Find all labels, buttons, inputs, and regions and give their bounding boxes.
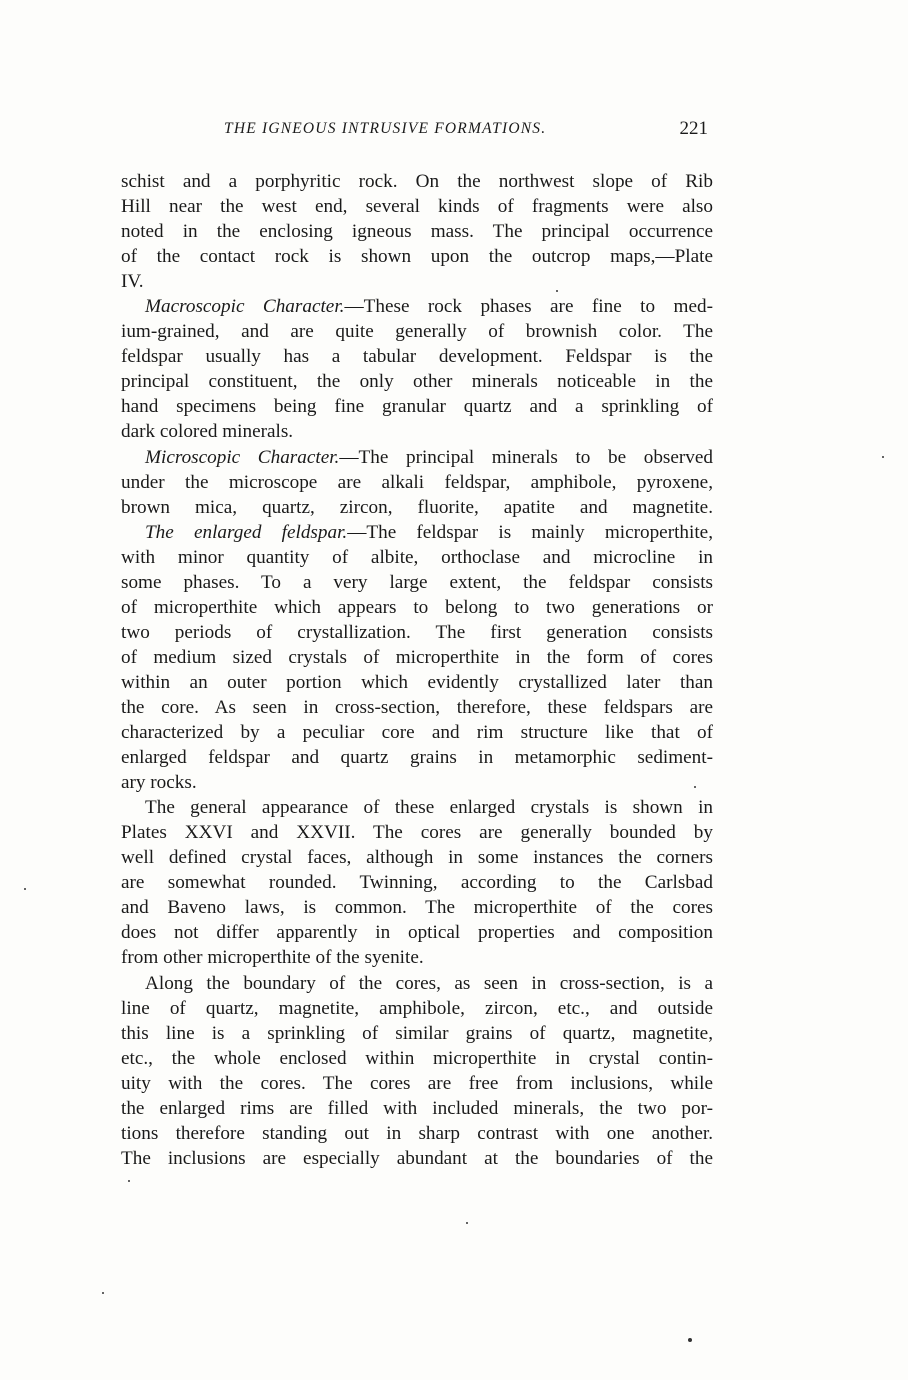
paragraph-enlarged-feldspar: [121, 520, 713, 796]
text-line: hand specimens being fine granular quartz and a sprinkling of: [121, 396, 713, 418]
text-line: are somewhat rounded. Twinning, according to the Carlsbad: [121, 872, 713, 894]
text-line: principal constituent, the only other minerals noticeable in the: [121, 371, 713, 393]
text-line: noted in the enclosing igneous mass. The principal occurrence: [121, 221, 713, 243]
text-line: uity with the cores. The cores are free from inclusions, while: [121, 1072, 713, 1094]
text-line: The general appearance of these enlarged crystals is shown in: [145, 797, 713, 819]
text-line: of microperthite which appears to belong to two generations or: [121, 596, 713, 618]
text-run: —The feldspar is mainly microperthite,: [347, 521, 713, 543]
text-line: etc., the whole enclosed within microperthite in crystal contin-: [121, 1047, 713, 1069]
text-line: this line is a sprinkling of similar grains of quartz, magnetite,: [121, 1022, 713, 1044]
text-line: tions therefore standing out in sharp contrast with one another.: [121, 1122, 713, 1144]
text-line: of medium sized crystals of microperthite in the form of cores: [121, 646, 713, 668]
scan-speck: [688, 1338, 692, 1342]
text-line: ary rocks.: [121, 772, 197, 794]
section-heading-macroscopic: Macroscopic Character.: [145, 296, 345, 318]
text-line: feldspar usually has a tabular development. Feldspar is the: [121, 346, 713, 368]
text-line: of the contact rock is shown upon the outcrop maps,—Plate: [121, 246, 713, 268]
text-run: —The principal minerals to be observed: [339, 446, 713, 468]
text-line: from other microperthite of the syenite.: [121, 947, 424, 969]
paragraph-contact-rock: [121, 169, 713, 294]
section-heading-enlarged-feldspar: The enlarged feldspar.: [145, 521, 348, 543]
scan-speck: [24, 888, 26, 890]
section-heading-microscopic: Microscopic Character.: [145, 446, 340, 468]
text-line: dark colored minerals.: [121, 421, 294, 443]
text-line: ium-grained, and are quite generally of brownish color. The: [121, 321, 713, 343]
running-head: [120, 118, 712, 142]
text-line: The inclusions are especially abundant at the boundaries of the: [121, 1147, 713, 1169]
body-text: [121, 169, 713, 1171]
scan-speck: [556, 290, 558, 292]
text-line: with minor quantity of albite, orthoclase and microcline in: [121, 546, 713, 568]
text-line: some phases. To a very large extent, the feldspar consists: [121, 571, 713, 593]
scan-speck: [128, 1180, 130, 1182]
paragraph-macroscopic-character: [121, 294, 713, 444]
text-line: does not differ apparently in optical properties and composition: [121, 922, 713, 944]
paragraph-microscopic-character: [121, 445, 713, 520]
text-run: —These rock phases are fine to med-: [344, 296, 713, 318]
text-line: IV.: [121, 271, 144, 293]
text-line: enlarged feldspar and quartz grains in metamorphic sediment-: [121, 747, 713, 769]
text-line: Plates XXVI and XXVII. The cores are generally bounded by: [121, 822, 713, 844]
text-line: and Baveno laws, is common. The microperthite of the cores: [121, 897, 713, 919]
text-line: brown mica, quartz, zircon, fluorite, apatite and magnetite.: [121, 496, 713, 518]
scan-speck: [102, 1292, 104, 1294]
running-head-title: THE IGNEOUS INTRUSIVE FORMATIONS.: [224, 120, 547, 137]
scan-speck: [882, 456, 884, 458]
paragraph-core-boundary: [121, 971, 713, 1171]
text-line: [121, 445, 713, 470]
text-line: characterized by a peculiar core and rim structure like that of: [121, 722, 713, 744]
page-number: 221: [679, 118, 708, 139]
text-line: [121, 520, 713, 545]
scan-speck: [466, 1222, 468, 1224]
text-line: the enlarged rims are filled with included minerals, the two por-: [121, 1097, 713, 1119]
text-line: the core. As seen in cross-section, therefore, these feldspars are: [121, 696, 713, 718]
text-line: schist and a porphyritic rock. On the northwest slope of Rib: [121, 171, 713, 192]
text-line: under the microscope are alkali feldspar, amphibole, pyroxene,: [121, 471, 713, 493]
text-line: Hill near the west end, several kinds of fragments were also: [121, 196, 713, 218]
paragraph-general-appearance: [121, 795, 713, 970]
text-line: line of quartz, magnetite, amphibole, zircon, etc., and outside: [121, 997, 713, 1019]
text-line: [121, 294, 713, 319]
text-line: within an outer portion which evidently crystallized later than: [121, 671, 713, 693]
scan-speck: [694, 786, 696, 788]
text-line: two periods of crystallization. The first generation consists: [121, 621, 713, 643]
text-line: well defined crystal faces, although in some instances the corners: [121, 847, 713, 869]
text-line: Along the boundary of the cores, as seen in cross-section, is a: [145, 972, 713, 994]
